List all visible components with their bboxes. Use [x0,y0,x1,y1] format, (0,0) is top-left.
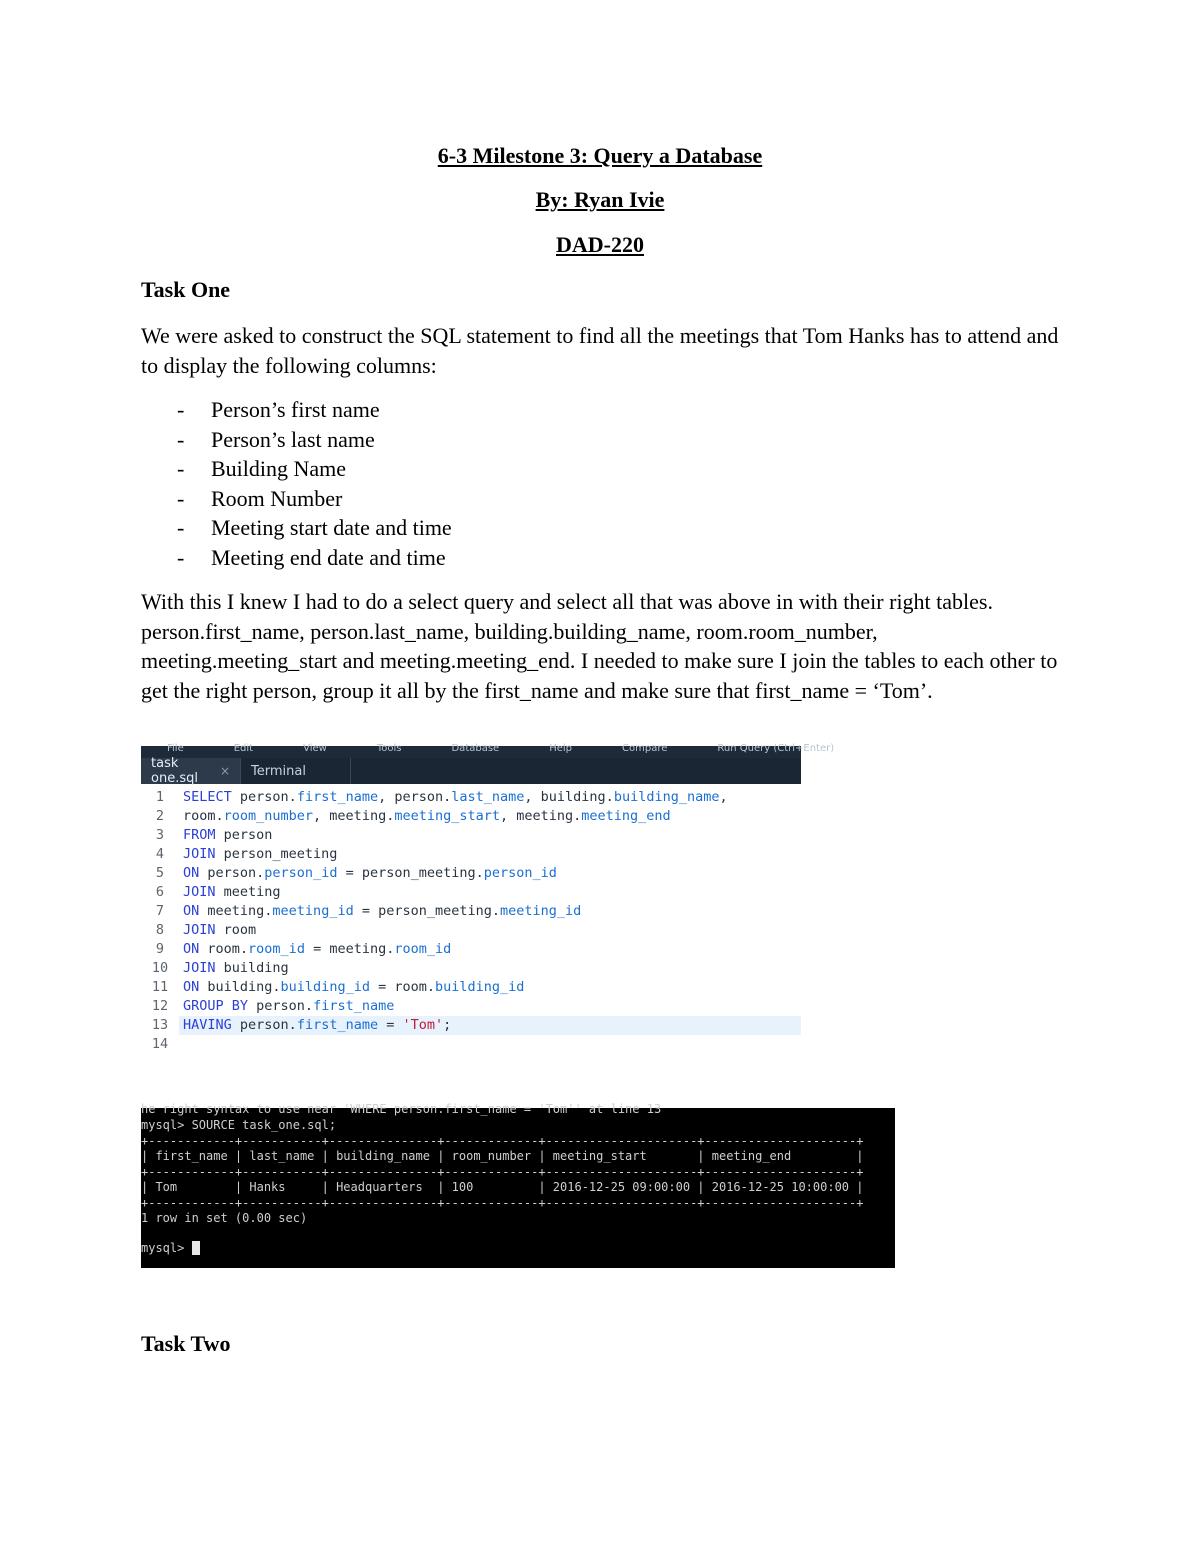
code-line[interactable] [141,826,801,845]
list-item-text: Building Name [211,456,347,481]
code-line[interactable] [141,978,801,997]
terminal-line: 1 row in set (0.00 sec) [141,1211,308,1225]
menu-item[interactable]: File [167,743,184,754]
line-number: 7 [141,902,179,921]
code-text: HAVING person.first_name = 'Tom'; [183,1017,452,1033]
menu-item[interactable]: Edit [233,743,254,754]
menu-item[interactable]: Help [549,743,573,754]
code-line[interactable] [141,807,801,826]
code-text: JOIN meeting [183,884,281,900]
column-list [141,395,452,572]
bullet-dash: - [177,515,185,540]
task-one-explanation: With this I knew I had to do a select query and select all that was above in with their right tables. person.first_name, person.last_name, building.building_name, room.room_number, meeting.meeting_start and meeting.meeting_end. I needed to make sure I join the tables to each other to get the right person, group it all by the first_name and make sure that first_name = ‘Tom’. [141,589,1058,703]
code-line[interactable] [141,959,801,978]
line-number: 12 [141,997,179,1016]
menu-item[interactable]: Tools [376,743,402,754]
code-text: ON building.building_id = room.building_id [183,979,525,995]
menu-item[interactable]: View [303,743,327,754]
terminal-line: | Tom | Hanks | Headquarters | 100 | 2016-12-25 09:00:00 | 2016-12-25 10:00:00 | [141,1180,864,1194]
terminal-line: mysql> SOURCE task_one.sql; [141,1118,337,1132]
line-number: 1 [141,788,179,807]
author-line: By: Ryan Ivie [535,187,665,212]
terminal-line: mysql> [141,1241,200,1255]
code-text: JOIN room [183,922,257,938]
terminal-line: +------------+-----------+---------------+-------------+---------------------+---------------------+ [141,1165,864,1179]
task-one-intro: We were asked to construct the SQL statement to find all the meetings that Tom Hanks has to attend and to display the following columns: [141,323,1059,378]
code-text: SELECT person.first_name, person.last_name, building.building_name, [183,789,728,805]
list-item-text: Person’s last name [211,426,375,452]
task-two-heading: Task Two [141,1331,231,1356]
close-icon[interactable]: × [219,764,230,778]
editor-menubar [141,743,835,758]
tab-task-one-sql[interactable] [141,758,241,784]
line-number: 2 [141,807,179,826]
code-line[interactable] [141,845,801,864]
code-text [179,1035,183,1054]
bullet-dash: - [177,426,185,452]
code-text: GROUP BY person.first_name [183,998,395,1014]
list-item [141,484,452,514]
menu-item[interactable]: Run Query (Ctrl+Enter) [717,743,835,754]
cursor-icon [192,1241,200,1255]
editor-tabbar [141,758,801,784]
list-item-text: Room Number [211,485,343,511]
terminal-line: he right syntax to use near 'WHERE person.first_name = 'Tom'' at line 13 [141,1102,662,1116]
line-number: 8 [141,921,179,940]
line-number: 4 [141,845,179,864]
bullet-dash: - [177,456,185,481]
code-line[interactable] [141,1035,801,1054]
code-line[interactable] [141,864,801,883]
bullet-dash: - [177,544,185,570]
line-number: 10 [141,959,179,978]
task-one-heading: Task One [141,277,231,302]
code-line[interactable] [141,940,801,959]
tab-label: task one.sql [151,756,198,786]
code-line[interactable] [141,997,801,1016]
menu-item[interactable]: Database [451,743,500,754]
terminal-line: +------------+-----------+---------------+-------------+---------------------+---------------------+ [141,1196,864,1210]
code-text: FROM person [183,827,273,843]
list-item-text: Meeting end date and time [211,544,446,570]
line-number: 14 [141,1035,179,1054]
line-number: 11 [141,978,179,997]
code-line[interactable] [141,921,801,940]
menu-item[interactable]: Compare [622,743,668,754]
list-item-text: Person’s first name [211,397,380,422]
line-number: 6 [141,883,179,902]
tab-terminal[interactable] [241,758,351,784]
code-line[interactable] [141,883,801,902]
line-number: 5 [141,864,179,883]
tab-label: Terminal [251,763,306,779]
terminal-line: +------------+-----------+---------------+-------------+---------------------+---------------------+ [141,1134,864,1148]
course-code: DAD-220 [556,232,644,257]
code-line[interactable] [141,788,801,807]
code-line[interactable] [141,1016,801,1035]
line-number: 9 [141,940,179,959]
list-item [141,543,452,573]
list-item [141,454,452,484]
list-item [141,395,452,425]
line-number: 3 [141,826,179,845]
list-item [141,513,452,543]
list-item [141,425,452,455]
bullet-dash: - [177,397,185,422]
code-text: room.room_number, meeting.meeting_start, meeting.meeting_end [183,808,671,824]
code-line[interactable] [141,902,801,921]
code-text: ON meeting.meeting_id = person_meeting.meeting_id [183,903,582,919]
terminal-line: | first_name | last_name | building_name | room_number | meeting_start | meeting_end | [141,1149,864,1163]
code-text: ON person.person_id = person_meeting.person_id [183,865,557,881]
code-area[interactable] [141,784,801,1054]
code-text: ON room.room_id = meeting.room_id [183,941,452,957]
code-text: JOIN building [183,960,289,976]
sql-editor-screenshot [141,743,835,1052]
terminal-screenshot [141,1102,895,1268]
bullet-dash: - [177,485,185,511]
page-title: 6-3 Milestone 3: Query a Database [437,143,763,168]
line-number: 13 [141,1016,179,1035]
code-text: JOIN person_meeting [183,846,338,862]
list-item-text: Meeting start date and time [211,515,452,540]
